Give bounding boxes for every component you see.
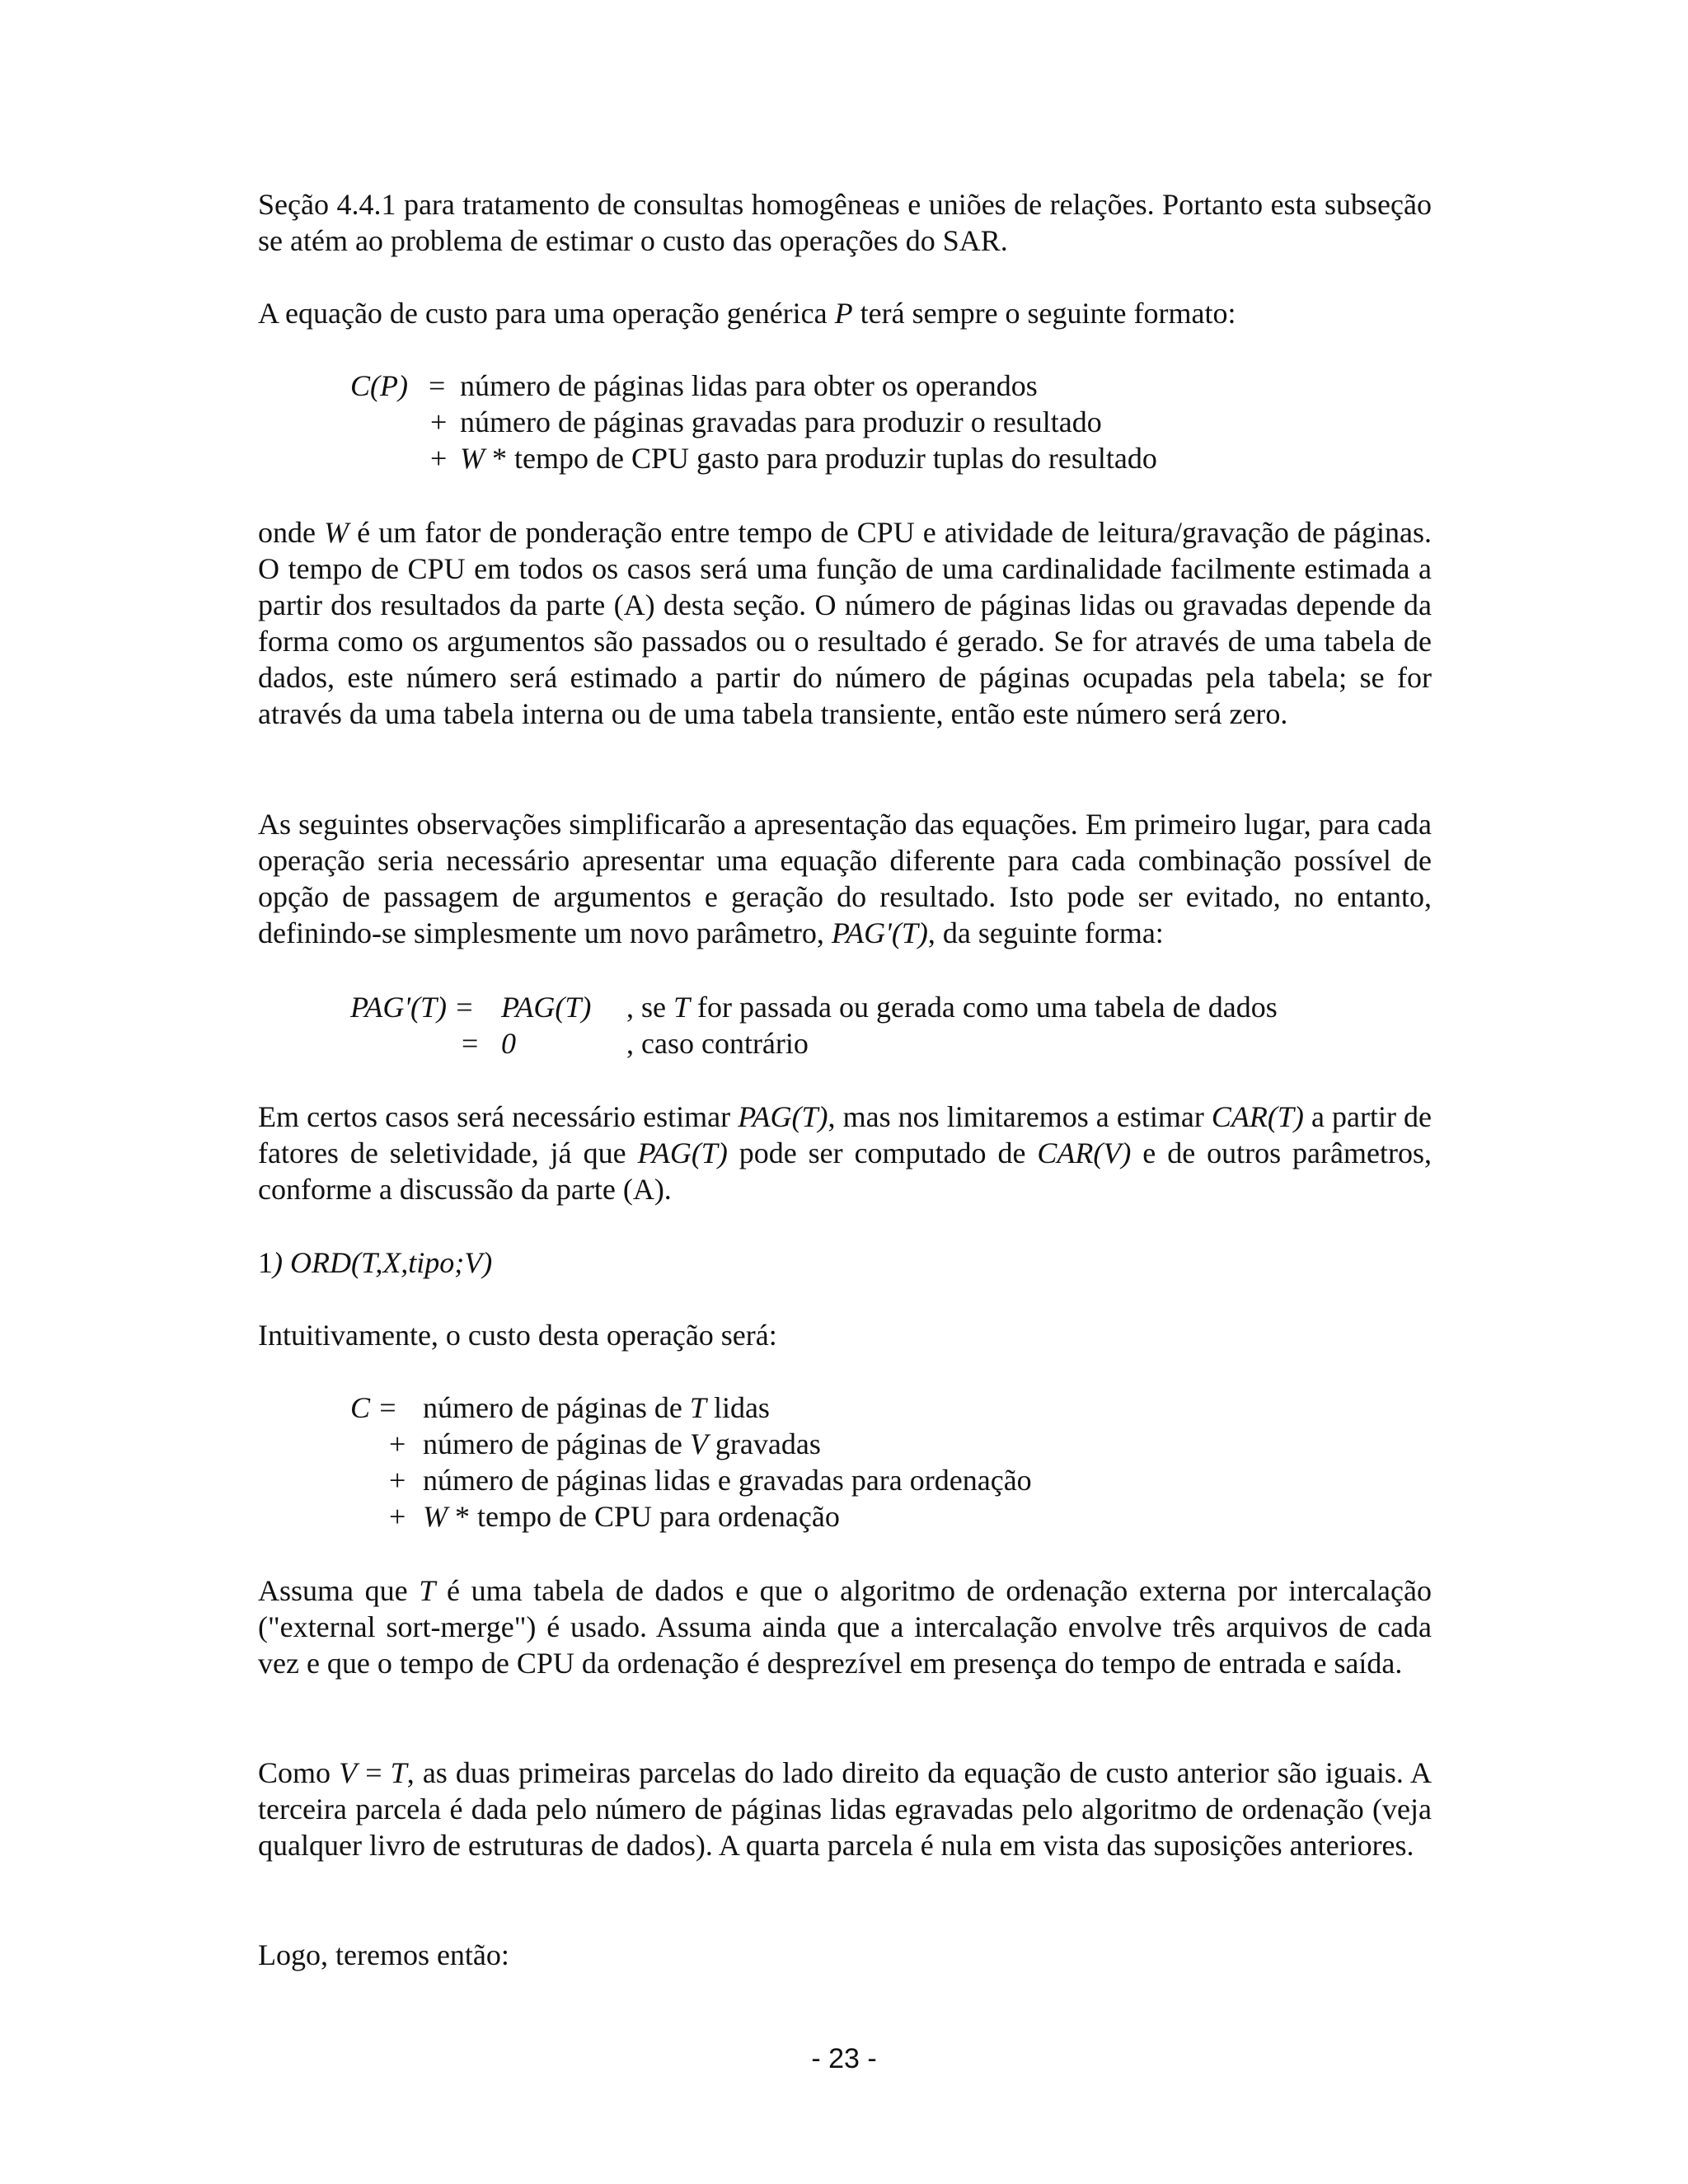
page-number: - 23 - xyxy=(811,2043,877,2074)
paragraph-conclusion xyxy=(258,1937,1432,1973)
equation-pag-prime xyxy=(350,989,1422,1062)
text-segment: terá sempre o seguinte formato: xyxy=(852,297,1236,330)
variable-v: V xyxy=(689,1427,708,1460)
text-segment: for passada ou gerada como uma tabela de dados xyxy=(690,991,1278,1024)
text-segment: Intuitivamente, o custo desta operação será: xyxy=(258,1319,777,1352)
plus-sign: + xyxy=(430,405,448,438)
equation-value: PAG(T) xyxy=(501,991,592,1024)
equation-value: 0 xyxy=(501,1027,516,1060)
text-segment: onde xyxy=(258,516,325,549)
parameter-car: CAR(T) xyxy=(1211,1100,1304,1133)
plus-sign: + xyxy=(430,442,448,475)
equation-term: * tempo de CPU para ordenação xyxy=(448,1500,840,1533)
equation-generic-cost xyxy=(350,368,1422,476)
paragraph-selectivity xyxy=(258,1099,1432,1207)
equation-term: * tempo de CPU gasto para produzir tuplas do resultado xyxy=(485,442,1157,475)
paragraph-intro xyxy=(258,186,1432,259)
paragraph-cost-equation-intro xyxy=(258,295,1432,331)
text-segment: = xyxy=(357,1756,391,1789)
paragraph-text: Seção 4.4.1 para tratamento de consultas homogêneas e uniões de relações. Portanto esta subseção se atém ao problema de estimar o custo das operações do SAR. xyxy=(258,188,1432,257)
text-segment: As seguintes observações simplificarão a apresentação das equações. Em primeiro lugar, para cada operação seria necessário apresentar uma equação diferente para cada combinação possível de opção de passagem de argumentos e geração do resultado. Isto pode ser evitado, no entanto, definindo-se simplesmente um novo parâmetro, xyxy=(258,808,1432,949)
parameter-pag-prime: PAG'(T) xyxy=(831,916,928,949)
variable-w: W xyxy=(460,442,485,475)
parameter-pag: PAG(T) xyxy=(637,1137,728,1169)
plus-sign: + xyxy=(389,1500,406,1533)
text-segment: , as duas primeiras parcelas do lado direito da equação de custo anterior são iguais. A terceira parcela é dada pelo número de páginas lidas egravadas pelo algoritmo de ordenação (veja qualquer livro de estruturas de dados). A quarta parcela é nula em vista das suposições anteriores. xyxy=(258,1756,1432,1862)
text-segment: gravadas xyxy=(707,1427,821,1460)
variable-v: V xyxy=(339,1756,358,1789)
text-segment: Assuma que xyxy=(258,1574,420,1607)
variable-t: T xyxy=(673,991,691,1024)
text-segment: é um fator de ponderação entre tempo de CPU e atividade de leitura/gravação de páginas. O tempo de CPU em todos os casos será uma função de uma cardinalidade facilmente estimada a partir dos resultados da parte (A) desta seção. O número de páginas lidas ou gravadas depende da forma como os argumentos são passados ou o resultado é gerado. Se for através de uma tabela de dados, este número será estimado a partir do número de páginas ocupadas pela tabela; se for através da uma tabela interna ou de uma tabela transiente, então este número será zero. xyxy=(258,516,1432,730)
text-segment: Como xyxy=(258,1756,340,1789)
equation-term: número de páginas gravadas para produzir o resultado xyxy=(460,405,1102,438)
item-number: 1 xyxy=(258,1246,273,1279)
variable-t: T xyxy=(419,1574,436,1607)
variable-t: T xyxy=(689,1391,706,1424)
text-segment: e de outros parâmetros, conforme a discussão da parte (A). xyxy=(258,1137,1432,1206)
text-segment: Logo, teremos então: xyxy=(258,1938,509,1971)
paragraph-observations xyxy=(258,806,1432,951)
paragraph-assumptions xyxy=(258,1572,1432,1681)
plus-sign: + xyxy=(389,1427,406,1460)
text-segment: número de páginas de xyxy=(423,1427,690,1460)
equation-lhs: PAG'(T) = xyxy=(350,991,475,1024)
equation-term: número de páginas lidas e gravadas para ordenação xyxy=(423,1464,1032,1497)
text-segment: é uma tabela de dados e que o algoritmo de ordenação externa por intercalação ("external sort-merge") é usado. Assuma ainda que a intercalação envolve três arquivos de cada vez e que o tempo de CPU da ordenação é desprezível em presença do tempo de entrada e saída. xyxy=(258,1574,1432,1680)
text-segment: , da seguinte forma: xyxy=(927,916,1164,949)
text-segment: , caso contrário xyxy=(626,1027,809,1060)
text-segment: , mas nos limitaremos a estimar xyxy=(828,1100,1212,1133)
equation-ord-cost xyxy=(350,1390,1422,1535)
variable-t: T xyxy=(390,1756,407,1789)
paragraph-analysis xyxy=(258,1755,1432,1863)
operation-signature: ) ORD(T,X,tipo;V) xyxy=(273,1246,493,1279)
plus-sign: + xyxy=(389,1464,406,1497)
equation-lhs: C = xyxy=(350,1391,398,1424)
parameter-car: CAR(V) xyxy=(1037,1137,1132,1169)
text-segment: a partir de fatores de seletividade, já que xyxy=(258,1100,1432,1169)
operation-heading xyxy=(258,1244,1432,1281)
variable-p: P xyxy=(834,297,853,330)
equals-sign: = xyxy=(462,1027,479,1060)
paragraph-intuition xyxy=(258,1317,1432,1353)
text-segment: A equação de custo para uma operação genérica xyxy=(258,297,835,330)
text-segment: , se xyxy=(626,991,673,1024)
equation-lhs: C(P) xyxy=(350,369,408,402)
paragraph-weight-factor xyxy=(258,514,1432,732)
text-segment: pode ser computado de xyxy=(727,1137,1038,1169)
parameter-pag: PAG(T) xyxy=(738,1100,828,1133)
text-segment: número de páginas de xyxy=(423,1391,690,1424)
text-segment: Em certos casos será necessário estimar xyxy=(258,1100,738,1133)
variable-w: W xyxy=(324,516,349,549)
text-segment: lidas xyxy=(706,1391,770,1424)
equals-sign: = xyxy=(429,369,446,402)
variable-w: W xyxy=(423,1500,448,1533)
equation-term: número de páginas lidas para obter os operandos xyxy=(460,369,1038,402)
